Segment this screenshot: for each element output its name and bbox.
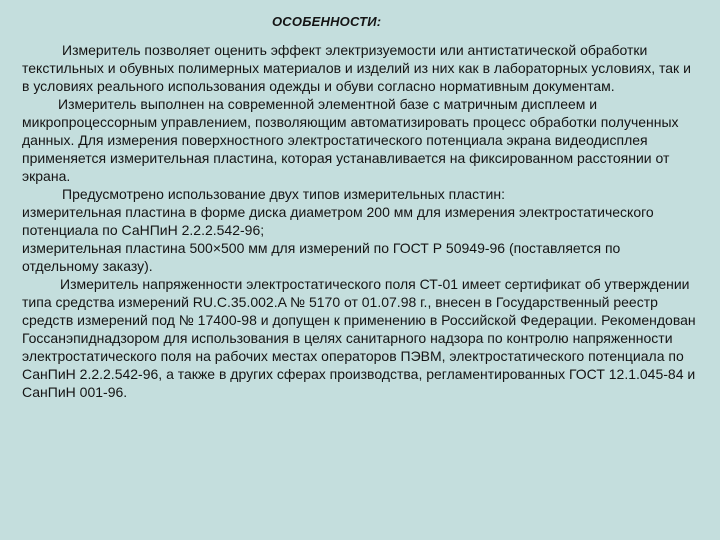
paragraph-certification: Измеритель напряженности электростатического поля СТ-01 имеет сертификат об утверждении типа средства измерений RU.C.35.002.A № 5170 от 01.07.98 г., внесен в Государственный реестр средств измерений под № 17400-98 и допущен к применению в Российской Федерации. Рекомендован Госсанэпиднадзором для использования в целях санитарного надзора по контролю напряженности электростатического поля на рабочих местах операторов ПЭВМ, электростатического потенциала по СанПиН 2.2.2.542-96, а также в других сферах производства, регламентированных ГОСТ 12.1.045-84 и СанПиН 001-96. bbox=[22, 276, 696, 400]
paragraph-plate-types: Предусмотрено использование двух типов измерительных пластин: bbox=[62, 186, 506, 202]
paragraph-square-plate: измерительная пластина 500×500 мм для измерений по ГОСТ Р 50949-96 (поставляется по отдельному заказу). bbox=[22, 240, 621, 274]
paragraph-design: Измеритель выполнен на современной элементной базе с матричным дисплеем и микропроцессорным управлением, позволяющим автоматизировать процесс обработки полученных данных. Для измерения поверхностного электростатического потенциала экрана видеодисплея применяется измерительная пластина, которая устанавливается на фиксированном расстоянии от экрана. bbox=[22, 96, 679, 184]
slide-title: ОСОБЕННОСТИ: bbox=[272, 14, 382, 29]
paragraph-disk-plate: измерительная пластина в форме диска диаметром 200 мм для измерения электростатического потенциала по СаНПиН 2.2.2.542-96; bbox=[22, 204, 654, 238]
paragraph-purpose: Измеритель позволяет оценить эффект электризуемости или антистатической обработки текстильных и обувных полимерных материалов и изделий из них как в лабораторных условиях, так и в условиях реального использования одежды и обуви согласно нормативным документам. bbox=[22, 42, 691, 94]
